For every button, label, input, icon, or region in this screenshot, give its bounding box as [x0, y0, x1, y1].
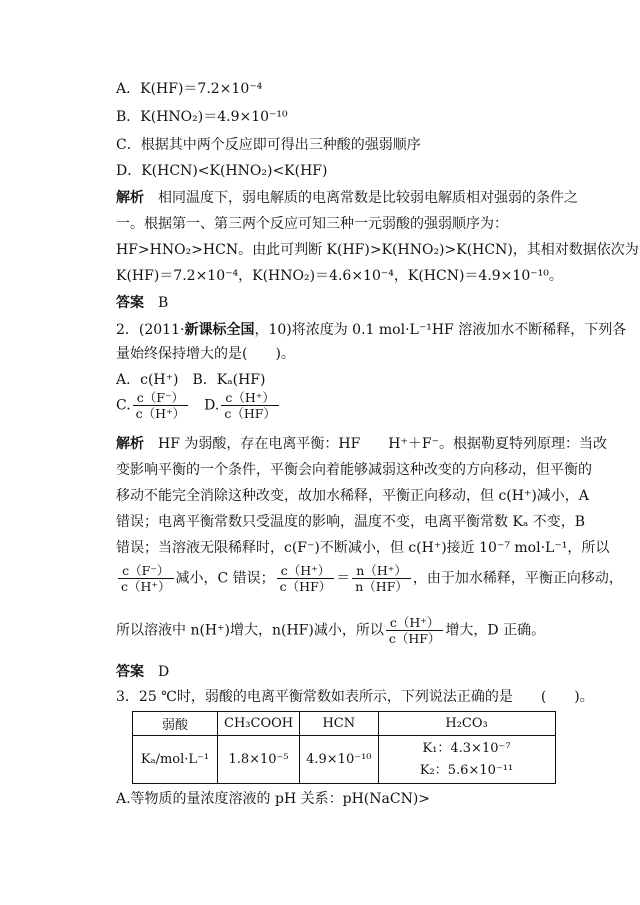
table-cell — [378, 736, 555, 784]
table-header: CH₃COOH — [218, 712, 300, 736]
analysis1-line2: 一。根据第一、第三两个反应可知三种一元弱酸的强弱顺序为： — [116, 216, 508, 232]
option-c-label: C. — [116, 397, 131, 414]
analysis-text: 减小，C 错误； — [175, 570, 275, 587]
analysis-text: HF 为弱酸，存在电离平衡：HF H⁺＋F⁻。根据勒夏特列原理：当改 — [158, 436, 607, 452]
analysis2-line3: 移动不能完全消除这种改变，故加水稀释，平衡正向移动，但 c(H⁺)减小，A — [116, 488, 589, 504]
q2-source: 新课标全国 — [184, 322, 255, 338]
analysis-label: 解析 — [116, 436, 144, 452]
equals-sign: ＝ — [336, 570, 351, 587]
q3-line1: 3．25 ℃时，弱酸的电离平衡常数如表所示，下列说法正确的是 ( )。 — [116, 689, 594, 705]
option-d: D．K(HCN)<K(HNO₂)<K(HF) — [116, 163, 328, 179]
q2-text: ，10)将浓度为 0.1 mol·L⁻¹HF 溶液加水不断稀释，下列各 — [254, 322, 627, 338]
option-a: A．K(HF)＝7.2×10⁻⁴ — [116, 81, 263, 97]
option-c: C．根据其中两个反应即可得出三种酸的强弱顺序 — [116, 137, 421, 153]
constants-table — [132, 711, 556, 784]
fraction-f-h: $\frac{c(F^-)}{c(H^+)}$ — [118, 563, 174, 594]
table-header: 弱酸 — [133, 712, 218, 736]
table-cell: Kₐ/mol·L⁻¹ — [133, 736, 218, 784]
fraction-c: $\frac{c(F^-)}{c(H^+)}$ — [133, 390, 189, 421]
table-header: H₂CO₃ — [378, 712, 555, 736]
q3-option-a: A.等物质的量浓度溶液的 pH 关系：pH(NaCN)> — [116, 791, 431, 807]
option-b: B．K(HNO₂)＝4.9×10⁻¹⁰ — [116, 109, 288, 125]
analysis-text: 增大，D 正确。 — [445, 622, 546, 639]
k1-value: K₁：4.3×10⁻⁷ — [422, 740, 511, 756]
q2-options-cd — [116, 390, 281, 421]
fraction-h-hf-2: $\frac{c(H^+)}{c(HF)}$ — [386, 615, 444, 646]
analysis2-line2: 变影响平衡的一个条件，平衡会向着能够减弱这种改变的方向移动，但平衡的 — [116, 462, 592, 478]
analysis-text: ，由于加水稀释，平衡正向移动， — [412, 570, 623, 587]
table-row — [133, 712, 556, 736]
analysis2-line7 — [116, 615, 545, 646]
analysis-label: 解析 — [116, 190, 144, 206]
answer-label: 答案 — [116, 295, 144, 311]
answer-value: B — [158, 295, 169, 311]
table-cell: 1.8×10⁻⁵ — [218, 736, 300, 784]
q2-prefix: 2．(2011· — [116, 322, 185, 338]
q2-line2: 量始终保持增大的是( )。 — [116, 346, 295, 362]
table-header: HCN — [300, 712, 378, 736]
table-cell: 4.9×10⁻¹⁰ — [300, 736, 378, 784]
analysis1-line4: K(HF)＝7.2×10⁻⁴，K(HNO₂)＝4.6×10⁻⁴，K(HCN)＝4.9×10⁻¹⁰。 — [116, 268, 563, 284]
analysis2-line1 — [116, 435, 607, 453]
analysis1-line3: HF>HNO₂>HCN。由此可判断 K(HF)>K(HNO₂)>K(HCN)，其相对数据依次为 — [116, 242, 639, 258]
k2-value: K₂：5.6×10⁻¹¹ — [419, 762, 514, 778]
analysis2-line6 — [116, 563, 623, 594]
option-d-label: D. — [204, 397, 220, 414]
q2-line1 — [116, 321, 626, 339]
analysis2-line5: 错误；当溶液无限稀释时，c(F⁻)不断减小，但 c(H⁺)接近 10⁻⁷ mol·L⁻¹，所以 — [116, 540, 610, 556]
answer-label: 答案 — [116, 664, 144, 680]
answer-value: D — [158, 664, 170, 680]
answer2 — [116, 663, 169, 681]
q2-options-ab: A．c(H⁺) B．Kₐ(HF) — [116, 372, 266, 388]
fraction-h-hf: $\frac{c(H^+)}{c(HF)}$ — [277, 563, 335, 594]
table-row — [133, 736, 556, 784]
fraction-n: $\frac{n(H^+)}{n(HF)}$ — [352, 563, 411, 594]
analysis2-line4: 错误；电离平衡常数只受温度的影响，温度不变，电离平衡常数 Kₐ 不变，B — [116, 514, 586, 530]
answer1 — [116, 294, 168, 312]
analysis1-line1 — [116, 189, 578, 207]
analysis-text: 所以溶液中 n(H⁺)增大，n(HF)减小，所以 — [116, 622, 384, 639]
fraction-d: $\frac{c(H^+)}{c(HF)}$ — [221, 390, 279, 421]
analysis-text: 相同温度下，弱电解质的电离常数是比较弱电解质相对强弱的条件之 — [158, 190, 578, 206]
